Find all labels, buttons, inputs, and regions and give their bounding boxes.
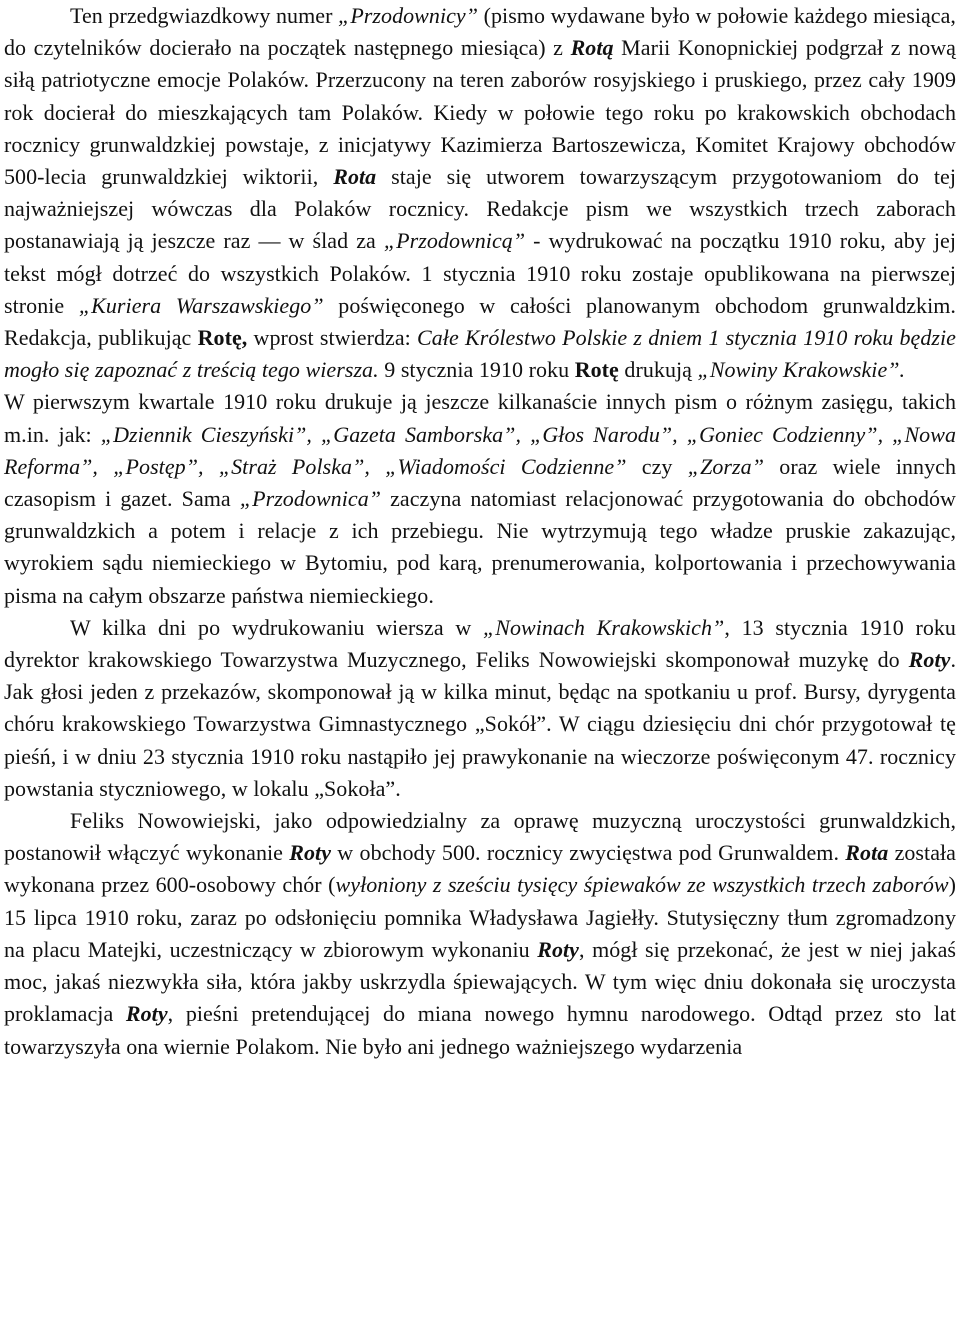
text-run: „Nowiny Krakowskie”.	[697, 357, 906, 383]
paragraph-2	[4, 386, 956, 611]
text-run: ) 15 lipca 1910 roku, zaraz po odsłonięciu pomnika Władysława Jagiełły. Stutysięczny tłum zgromadzony na placu Matejki, uczestniczący w zbiorowym wykonaniu	[4, 872, 956, 962]
text-run: Ten przedgwiazdkowy numer	[70, 3, 339, 28]
paragraph-1	[4, 0, 956, 386]
text-run: „Przodownica”	[239, 486, 382, 512]
text-run: Rotą	[570, 35, 614, 61]
text-run: staje się utworem towarzyszącym przygotowaniom do tej najważniejszej wówczas dla Polaków rocznicy. Redakcje pism we wszystkich trzech zaborach postanawiają ją jeszcze raz — w ślad za	[4, 164, 956, 254]
text-run: w obchody 500. rocznicy zwycięstwa pod Grunwaldem.	[331, 840, 846, 866]
text-run: (pismo wydawane było w połowie każdego miesiąca, do czytelników docierało na początek następnego miesiąca) z	[4, 3, 956, 61]
text-run: Marii Konopnickiej podgrzał z nową siłą patriotyczne emocje Polaków. Przerzucony na teren zaborów rosyjskiego i pruskiego, przez cały 1909 rok docierał do mieszkających tam Polaków. Kiedy w połowie tego roku po krakowskich obchodach rocznicy grunwaldzkiej powstaje, z inicjatywy Kazimierza Bartoszewicza, Komitet Krajowy obchodów 500-lecia grunwaldzkiej wiktorii,	[4, 35, 956, 190]
text-run: „Zorza”	[687, 453, 764, 479]
paragraph-3	[4, 612, 956, 805]
text-run: czy	[626, 453, 688, 479]
text-run: Roty	[908, 647, 951, 673]
text-run: Roty	[537, 936, 580, 962]
text-run: W pierwszym kwartale 1910 roku drukuje ją jeszcze kilkanaście innych pism o różnym zasięgu, takich m.in. jak:	[4, 389, 956, 447]
text-run: W kilka dni po wydrukowaniu wiersza w	[70, 614, 483, 640]
text-run: „Kuriera Warszawskiego”	[78, 292, 324, 318]
text-run: wprost stwierdza:	[247, 325, 418, 351]
text-run: „Przodownicą”	[383, 228, 526, 254]
text-run: Rotę	[574, 357, 619, 383]
text-run: Feliks Nowowiejski, jako odpowiedzialny za oprawę muzyczną uroczystości grunwaldzkich, postanowił włączyć wykonanie	[4, 808, 956, 866]
text-run: zaczyna natomiast relacjonować przygotowania do obchodów grunwaldzkich a potem i relacje z ich przebiegu. Nie wytrzymują tego władze pruskie zakazując, wyrokiem sądu niemieckiego w Bytomiu, pod karą, prenumerowania, kolportowania i przechowywania pisma na całym obszarze państwa niemieckiego.	[4, 486, 956, 608]
text-run: , pieśni pretendującej do miana nowego hymnu narodowego. Odtąd przez sto lat towarzyszyła ona wiernie Polakom. Nie było ani jednego ważniejszego wydarzenia	[4, 1001, 956, 1059]
text-run: , mógł się przekonać, że jest w niej jakaś moc, jakaś niezwykła siła, która jakby uskrzydla śpiewających. W tym więc dniu dokonała się uroczysta proklamacja	[4, 936, 956, 1027]
text-run: , 13 stycznia 1910 roku dyrektor krakowskiego Towarzystwa Muzycznego, Feliks Nowowiejski skomponował muzykę do	[4, 614, 956, 673]
text-run: Całe Królestwo Polskie z dniem 1 stycznia 1910 roku będzie mogło się zapoznać z treścią tego wiersza.	[4, 325, 956, 383]
text-run: . Jak głosi jeden z przekazów, skomponował ją w kilka minut, będąc na spotkaniu u prof. Bursy, dyrygenta chóru krakowskiego Towarzystwa Gimnastycznego „Sokół”. W ciągu dziesięciu dni chór przygotował tę pieśń, i w dniu 23 stycznia 1910 roku nastąpiło jej prawykonanie na wieczorze poświęconym 47. rocznicy powstania styczniowego, w lokalu „Sokoła”.	[4, 647, 956, 801]
text-run: Roty	[289, 840, 332, 866]
text-run: 9 stycznia 1910 roku	[378, 357, 575, 383]
text-run: - wydrukować na początku 1910 roku, aby jej tekst mógł dotrzeć do wszystkich Polaków. 1 stycznia 1910 roku zostaje opublikowana na pierwszej stronie	[4, 228, 956, 318]
paragraph-4	[4, 805, 956, 1063]
text-run: „Dziennik Cieszyński”, „Gazeta Samborska”, „Głos Narodu”, „Goniec Codzienny”, „Nowa Reforma”, „Postęp”, „Straż Polska”, „Wiadomości Codzienne”	[4, 421, 957, 479]
text-run: „Przodownicy”	[338, 3, 479, 28]
text-run: została wykonana przez 600-osobowy chór (	[4, 840, 957, 898]
text-run: wyłoniony z sześciu tysięcy śpiewaków ze wszystkich trzech zaborów	[335, 872, 949, 898]
text-run: „Nowinach Krakowskich”	[482, 614, 725, 640]
text-run: oraz wiele innych czasopism i gazet. Sama	[4, 453, 957, 512]
text-run: Roty	[125, 1001, 168, 1027]
text-run: Rotę,	[197, 325, 248, 351]
text-run: drukują	[618, 357, 698, 383]
text-run: poświęconego w całości planowanym obchodom grunwaldzkim. Redakcja, publikując	[4, 292, 956, 351]
text-run: Rota	[333, 164, 377, 190]
text-run: Rota	[845, 840, 889, 866]
